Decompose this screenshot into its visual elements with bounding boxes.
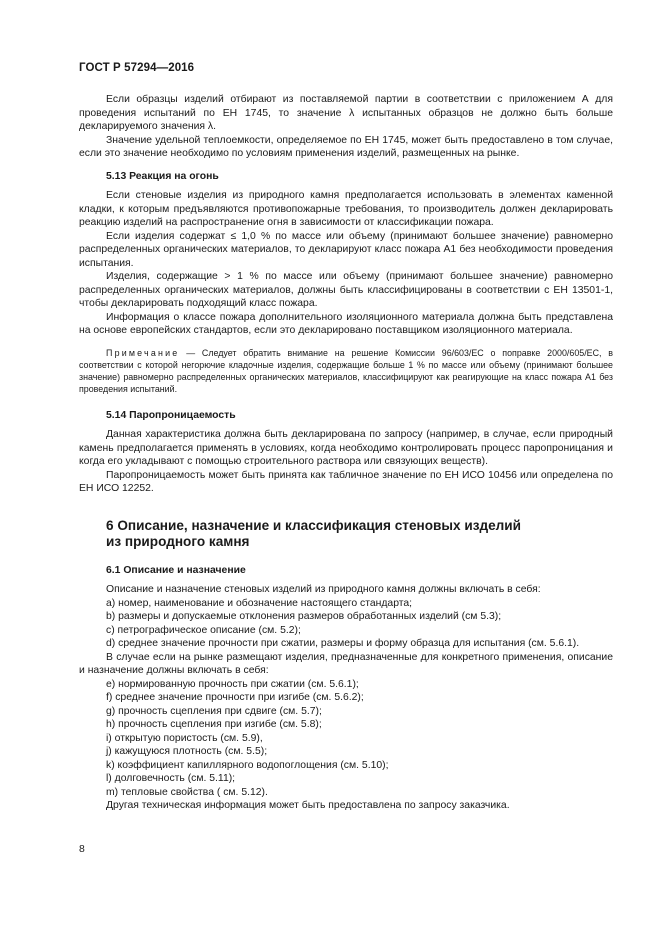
document-body <box>79 93 613 813</box>
list-item: a) номер, наименование и обозначение настоящего стандарта; <box>106 597 413 609</box>
page-number: 8 <box>79 844 85 855</box>
note <box>79 347 613 395</box>
list-item: g) прочность сцепления при сдвиге (см. 5.7); <box>106 705 322 717</box>
paragraph: Изделия, содержащие > 1 % по массе или объему (принимают большее значение) равномерно распределенных органических материалов, должны быть классифицированы в соответствии с ЕН 13501-1, чтобы декларировать подходящий класс пожара. <box>79 271 613 309</box>
section-heading-6-line2: из природного камня <box>106 533 250 549</box>
paragraph: Если изделия содержат ≤ 1,0 % по массе или объему (принимают большее значение) равномерно распределенных органических материалов, то декларируют класс пожара А1 без необходимости проведения испытания. <box>79 230 613 269</box>
paragraph: Другая техническая информация может быть предоставлена по запросу заказчика. <box>106 800 510 811</box>
paragraph: Если образцы изделий отбирают из поставляемой партии в соответствии с приложением А для проведения испытаний по ЕН 1745, то значение λ испытанных образцов не должно быть больше декларируемого значения λ. <box>79 94 613 132</box>
list-item: d) среднее значение прочности при сжатии, размеры и форму образца для испытания (см. 5.6.1). <box>106 638 580 649</box>
section-heading-6-1: 6.1 Описание и назначение <box>106 564 246 576</box>
list-item: h) прочность сцепления при изгибе (см. 5.8); <box>106 719 322 730</box>
paragraph: Паропроницаемость может быть принята как табличное значение по ЕН ИСО 10456 или определена по ЕН ИСО 12252. <box>79 469 613 494</box>
list-item: l) долговечность (см. 5.11); <box>106 773 236 784</box>
paragraph: Описание и назначение стеновых изделий из природного камня должны включать в себя: <box>106 584 541 595</box>
list-item: b) размеры и допускаемые отклонения размеров обработанных изделий (см 5.3); <box>106 611 502 622</box>
list-item: m) тепловые свойства ( см. 5.12). <box>106 786 268 798</box>
section-heading-6 <box>106 518 613 550</box>
list-item: j) кажущуюся плотность (см. 5.5); <box>106 746 268 757</box>
section-heading-5-13: 5.13 Реакция на огонь <box>106 170 219 182</box>
paragraph: Значение удельной теплоемкости, определяемое по ЕН 1745, может быть предоставлено в том случае, если это значение необходимо по условиям применения изделий, размещенных на рынке. <box>79 134 613 159</box>
note-label: Примечание <box>106 347 180 358</box>
document-header: ГОСТ Р 57294—2016 <box>79 62 195 74</box>
paragraph: Информация о классе пожара дополнительного изоляционного материала должна быть представлена на основе европейских стандартов, если это декларировано поставщиком изоляционного материала. <box>79 311 613 336</box>
list-item: e) нормированную прочность при сжатии (см. 5.6.1); <box>106 678 359 690</box>
section-heading-6-line1: 6 Описание, назначение и классификация стеновых изделий <box>106 517 521 533</box>
section-heading-5-14: 5.14 Паропроницаемость <box>106 409 236 421</box>
list-item: i) открытую пористость (см. 5.9), <box>106 732 263 744</box>
note-text: — Следует обратить внимание на решение Комиссии 96/603/ЕС о поправке 2000/605/ЕС, в соответствии с которой негорючие кладочные изделия, содержащие больше 1 % по массе или объему (принимают большее значение) равномерно распределенных органических материалов, классифицируют как реагирующие на класс пожара А1 без проведения испытаний. <box>79 347 613 394</box>
paragraph: В случае если на рынке размещают изделия, предназначенные для конкретного применения, описание и назначение должны включать в себя: <box>79 651 613 676</box>
list-item: f) среднее значение прочности при изгибе (см. 5.6.2); <box>106 692 364 703</box>
list-item: c) петрографическое описание (см. 5.2); <box>106 624 301 636</box>
list-item: k) коэффициент капиллярного водопоглощения (см. 5.10); <box>106 759 389 771</box>
paragraph: Если стеновые изделия из природного камня предполагается использовать в элементах каменной кладки, к которым предъявляются противопожарные требования, то производитель должен декларировать реакцию изделий на распространение огня в зависимости от классификации пожара. <box>79 190 613 228</box>
paragraph: Данная характеристика должна быть декларирована по запросу (например, в случае, если природный камень предполагается применять в условиях, когда необходимо контролировать процесс паропроницания и когда его укладывают с помощью строительного раствора или связующих веществ). <box>79 429 613 467</box>
